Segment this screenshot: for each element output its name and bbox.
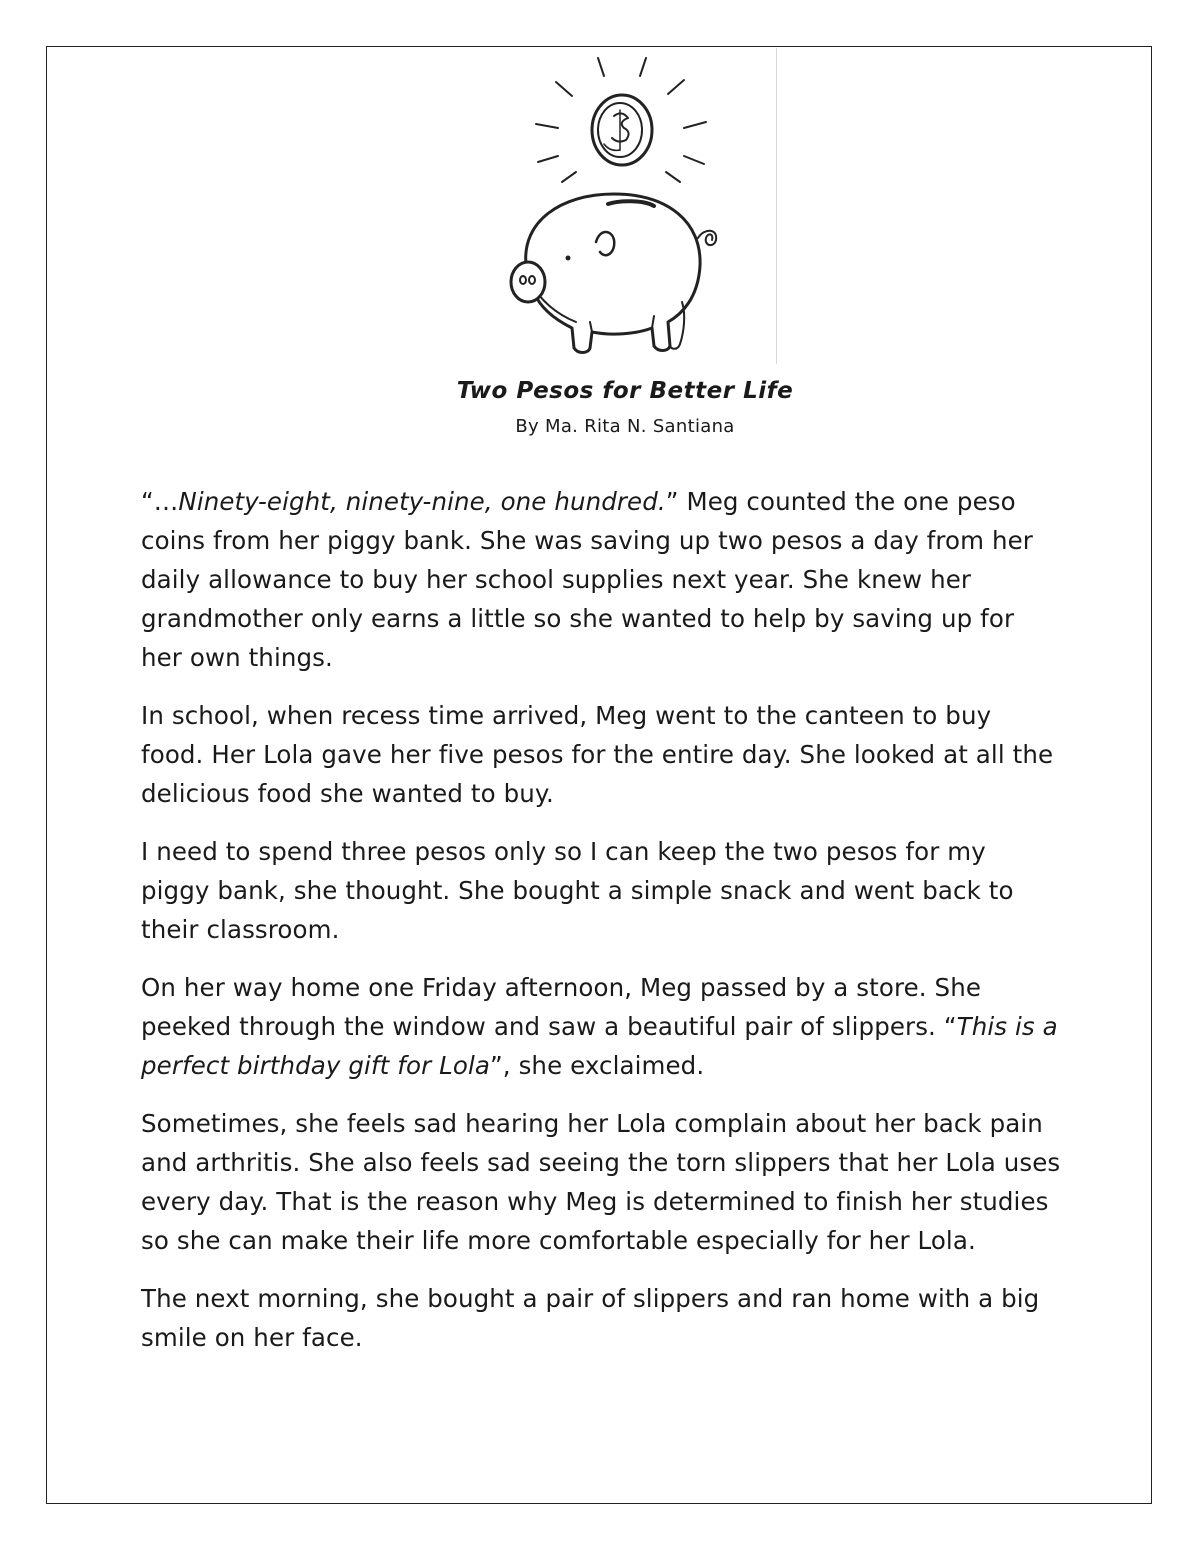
story-paragraph-2: In school, when recess time arrived, Meg went to the canteen to buy food. Her Lola gave her five pesos for the entire day. She looked at all the delicious food she wanted to buy. — [141, 701, 1054, 808]
story-paragraph-3: I need to spend three pesos only so I can keep the two pesos for my piggy bank, she thought. She bought a simple snack and went back to their classroom. — [141, 837, 1014, 944]
quote-close: ” — [490, 1051, 503, 1080]
paragraph-1-text: Meg counted the one peso coins from her piggy bank. She was saving up two pesos a day from her daily allowance to buy her school supplies next year. She knew her grandmother only earns a little so she wanted to help by saving up for her own things. — [141, 487, 1033, 672]
quote-open: “… — [141, 487, 179, 516]
piggy-bank-coin-icon — [496, 52, 728, 364]
paragraph-4-lead: On her way home one Friday afternoon, Meg passed by a store. She peeked through the window and saw a beautiful pair of slippers. — [141, 973, 981, 1041]
story-byline: By Ma. Rita N. Santiana — [515, 416, 735, 437]
story-paragraph-6: The next morning, she bought a pair of slippers and ran home with a big smile on her face. — [141, 1284, 1040, 1352]
piggy-bank-icon — [511, 194, 716, 353]
story-paragraph-4 — [141, 968, 1061, 1085]
coin-icon — [592, 95, 652, 165]
image-edge-line — [776, 48, 777, 364]
quote-open: “ — [943, 1012, 957, 1041]
story-paragraph-1 — [141, 482, 1061, 677]
story-paragraph-5: Sometimes, she feels sad hearing her Lola complain about her back pain and arthritis. She also feels sad seeing the torn slippers that her Lola uses every day. That is the reason why Meg is determined to finish her studies so she can make their life more comfortable especially for her Lola. — [141, 1109, 1061, 1255]
exclamation-quote: This is a perfect birthday gift for Lola — [141, 1012, 1058, 1080]
story-title: Two Pesos for Better Life — [456, 378, 794, 404]
counting-quote: Ninety-eight, ninety-nine, one hundred. — [178, 487, 666, 516]
quote-close: ” — [665, 487, 679, 516]
paragraph-4-tail: , she exclaimed. — [502, 1051, 705, 1080]
story-body — [141, 482, 1061, 1376]
